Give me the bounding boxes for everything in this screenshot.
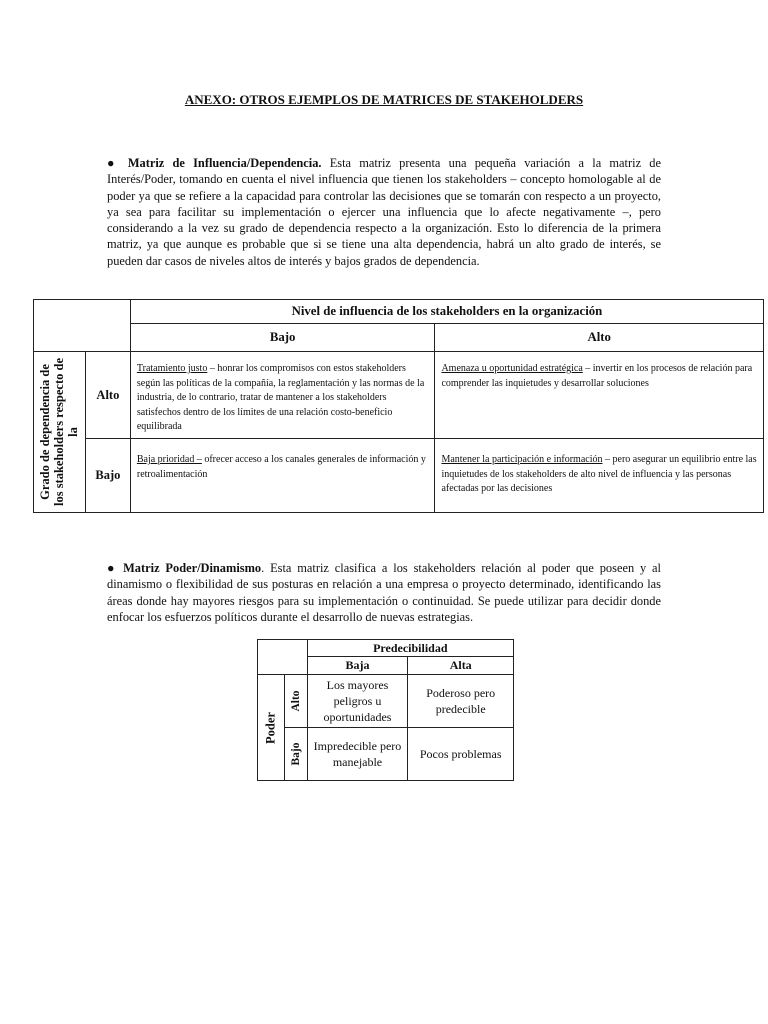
bullet: ● [107,561,118,575]
column-header: Nivel de influencia de los stakeholders en la organización [130,300,763,324]
section-body: . Esta matriz clasifica a los stakeholders relación al poder que poseen y al dinamismo o flexibilidad de sus posturas en relación a una empresa o proyecto determinado, identificando las áreas donde hay mayores riesgos para su implementación o continuidad. Se puede utilizar para decidir donde enfocar los esfuerzos políticos durante el desarrollo de nuevas estrategias. [107,561,661,624]
cell-low-dependence-high-influence: Mantener la participación e información – pero asegurar un equilibrio entre las inquietudes de los stakeholders de alto nivel de influencia y las personas afectadas por las decisiones [435,439,764,513]
cell-high-dependence-high-influence: Amenaza u oportunidad estratégica – invertir en los procesos de relación para comprender las inquietudes y desarrollar soluciones [435,352,764,439]
bullet: ● [107,156,120,170]
cell-high-dependence-low-influence: Tratamiento justo – honrar los compromisos con estos stakeholders según las políticas de la compañía, la reglamentación y las normas de la industria, de lo contrario, tratar de mantener a los stakeholders satisfechos dentro de los límites de una relación costo-beneficio equilibrada [130,352,435,439]
influence-dependence-matrix [33,299,764,513]
row-label-high: Alto [284,675,307,728]
row-label-high: Alto [85,352,130,439]
row-label-low: Bajo [284,728,307,781]
page-title: ANEXO: OTROS EJEMPLOS DE MATRICES DE STAKEHOLDERS [184,92,584,107]
section-heading: Matriz de Influencia/Dependencia. [127,156,322,170]
column-label-high: Alto [435,324,764,352]
cell-high-power-low-predictability: Los mayores peligros u oportunidades [307,675,408,728]
cell-low-dependence-low-influence: Baja prioridad – ofrecer acceso a los canales generales de información y retroalimentación [130,439,435,513]
row-header: Poder [258,675,285,781]
row-header: Grado de dependencia de los stakeholders respecto de la [34,352,86,513]
section-body: Esta matriz presenta una pequeña variación a la matriz de Interés/Poder, tomando en cuenta el nivel influencia que tienen los stakeholders – concepto homologable al de poder ya que se refiere a la capacidad para controlar las decisiones que se tomarán con respecto a un proyecto, ya sea para facilitar su implementación o ejercer una influencia que lo afecte negativamente –, pero considerando a la vez su grado de dependencia respecto a la organización. Esto lo diferencia de la primera matriz, ya que aunque es probable que si se tiene una alta dependencia, habrá un alto grado de interés, se pueden dar casos de niveles altos de interés y bajos grados de dependencia. [107,156,661,268]
power-dynamism-paragraph [107,560,661,625]
influence-dependence-paragraph [107,155,661,269]
cell-low-power-high-predictability: Pocos problemas [408,728,514,781]
cell-low-power-low-predictability: Impredecible pero manejable [307,728,408,781]
column-label-low: Bajo [130,324,435,352]
column-label-low: Baja [307,657,408,675]
power-dynamism-matrix [257,639,514,781]
column-header: Predecibilidad [307,640,513,657]
row-label-low: Bajo [85,439,130,513]
section-heading: Matriz Poder/Dinamismo [123,561,262,575]
corner-cell [258,640,308,675]
corner-cell [34,300,131,352]
cell-high-power-high-predictability: Poderoso pero predecible [408,675,514,728]
column-label-high: Alta [408,657,514,675]
